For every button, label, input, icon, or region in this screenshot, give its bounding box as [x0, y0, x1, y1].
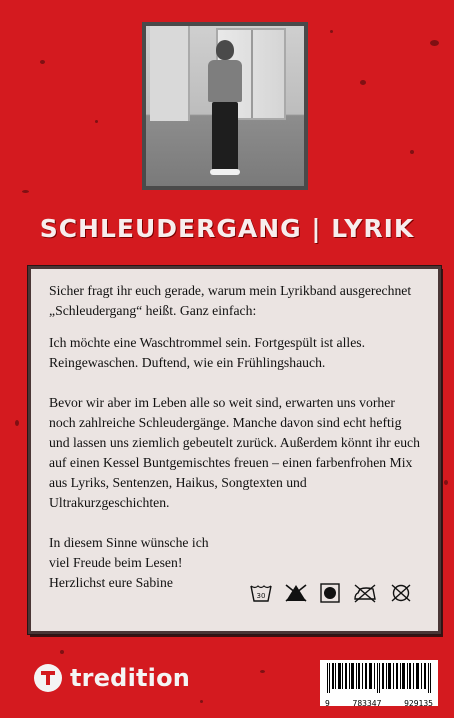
blurb-panel	[28, 266, 441, 634]
closing-line-3: Herzlichst eure Sabine	[49, 575, 173, 590]
wash-30-icon	[250, 583, 272, 603]
closing-line-1: In diesem Sinne wünsche ich	[49, 535, 209, 550]
tumble-dry-icon	[320, 583, 340, 603]
blurb-body: Bevor wir aber im Leben alle so weit sind, erwarten uns vorher noch zahlreiche Schleudergänge. Manche davon sind echt heftig und lassen uns ziemlich gebeutelt zurück. Außerdem könnt ihr euch auf einen Kessel Buntgemischtes freuen – einen farbenfrohen Mix aus Lyriks, Sentenzen, Haikus, Songtexten und Ultrakurzgeschichten.	[49, 395, 420, 510]
care-symbols	[250, 583, 412, 603]
blurb-intro: Sicher fragt ihr euch gerade, warum mein Lyrikband ausgerechnet „Schleudergang“ heißt. Ganz einfach:	[49, 283, 412, 318]
no-bleach-icon	[284, 583, 308, 603]
isbn-first-digit: 9	[325, 699, 330, 708]
isbn-digits	[325, 699, 433, 708]
closing-line-2: viel Freude beim Lesen!	[49, 555, 183, 570]
publisher-logo	[34, 664, 190, 692]
isbn-group-2: 929135	[404, 699, 433, 708]
book-title: SCHLEUDERGANG | LYRIK	[39, 214, 415, 243]
no-iron-icon	[352, 583, 378, 603]
isbn-group-1: 783347	[352, 699, 382, 708]
isbn-barcode	[320, 660, 438, 706]
barcode-bars	[325, 663, 433, 693]
tredition-logo-icon	[34, 664, 62, 692]
wash-temp-label: 30	[256, 592, 266, 600]
author-photo	[146, 26, 304, 186]
author-photo-frame	[142, 22, 308, 190]
publisher-name: tredition	[70, 664, 191, 692]
no-dry-clean-icon	[390, 583, 412, 603]
blurb-quote: Ich möchte eine Waschtrommel sein. Fortgespült ist alles. Reingewaschen. Duftend, wie ein Frühlingshauch.	[49, 335, 366, 370]
